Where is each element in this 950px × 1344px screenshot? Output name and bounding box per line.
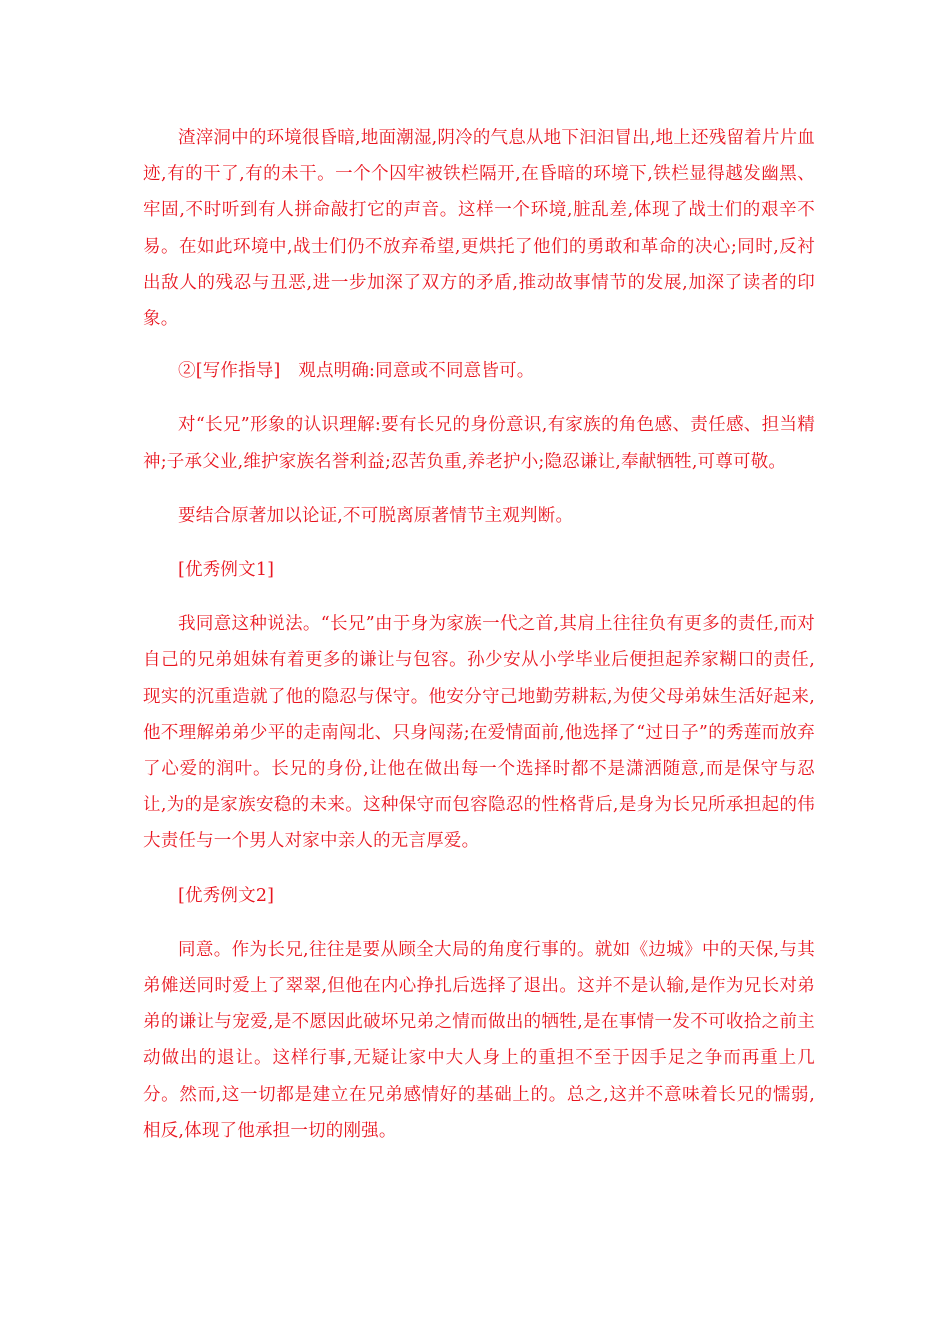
paragraph-elder-brother-understanding: 对“长兄”形象的认识理解:要有长兄的身份意识,有家族的角色感、责任感、担当精神;子承父业,维护家族名誉利益;忍苦负重,养老护小;隐忍谦让,奉献牺牲,可尊可敬。: [143, 415, 815, 472]
example-essay-2-heading: [优秀例文2]: [178, 885, 275, 906]
paragraph-environment-analysis: 渣滓洞中的环境很昏暗,地面潮湿,阴冷的气息从地下汩汩冒出,地上还残留着片片血迹,有的干了,有的未干。一个个囚牢被铁栏隔开,在昏暗的环境下,铁栏显得越发幽黑、牢固,不时听到有人拼命敲打它的声音。这样一个环境,脏乱差,体现了战士们的艰辛不易。在如此环境中,战士们仍不放弃希望,更烘托了他们的勇敢和革命的决心;同时,反衬出敌人的残忍与丑恶,进一步加深了双方的矛盾,推动故事情节的发展,加深了读者的印象。: [143, 128, 815, 330]
paragraph-argument-requirement: 要结合原著加以论证,不可脱离原著情节主观判断。: [178, 505, 574, 526]
paragraph-writing-guidance: ②[写作指导] 观点明确:同意或不同意皆可。: [178, 361, 535, 382]
example-essay-2-text: 同意。作为长兄,往往是要从顾全大局的角度行事的。就如《边城》中的天保,与其弟傩送同时爱上了翠翠,但他在内心挣扎后选择了退出。这并不是认输,是作为兄长对弟弟的谦让与宠爱,是不愿因此破坏兄弟之情而做出的牺牲,是在事情一发不可收拾之前主动做出的退让。这样行事,无疑让家中大人身上的重担不至于因手足之争而再重上几分。然而,这一切都是建立在兄弟感情好的基础上的。总之,这并不意味着长兄的懦弱,相反,体现了他承担一切的刚强。: [143, 939, 815, 1141]
example-essay-1-heading: [优秀例文1]: [178, 560, 275, 581]
document-body: [143, 120, 815, 1167]
example-essay-1-text: 我同意这种说法。“长兄”由于身为家族一代之首,其肩上往往负有更多的责任,而对自己的兄弟姐妹有着更多的谦让与包容。孙少安从小学毕业后便担起养家糊口的责任,现实的沉重造就了他的隐忍与保守。他安分守己地勤劳耕耘,为使父母弟妹生活好起来,他不理解弟弟少平的走南闯北、只身闯荡;在爱情面前,他选择了“过日子”的秀莲而放弃了心爱的润叶。长兄的身份,让他在做出每一个选择时都不是潇洒随意,而是保守与忍让,为的是家族安稳的未来。这种保守而包容隐忍的性格背后,是身为长兄所承担起的伟大责任与一个男人对家中亲人的无言厚爱。: [143, 614, 815, 852]
